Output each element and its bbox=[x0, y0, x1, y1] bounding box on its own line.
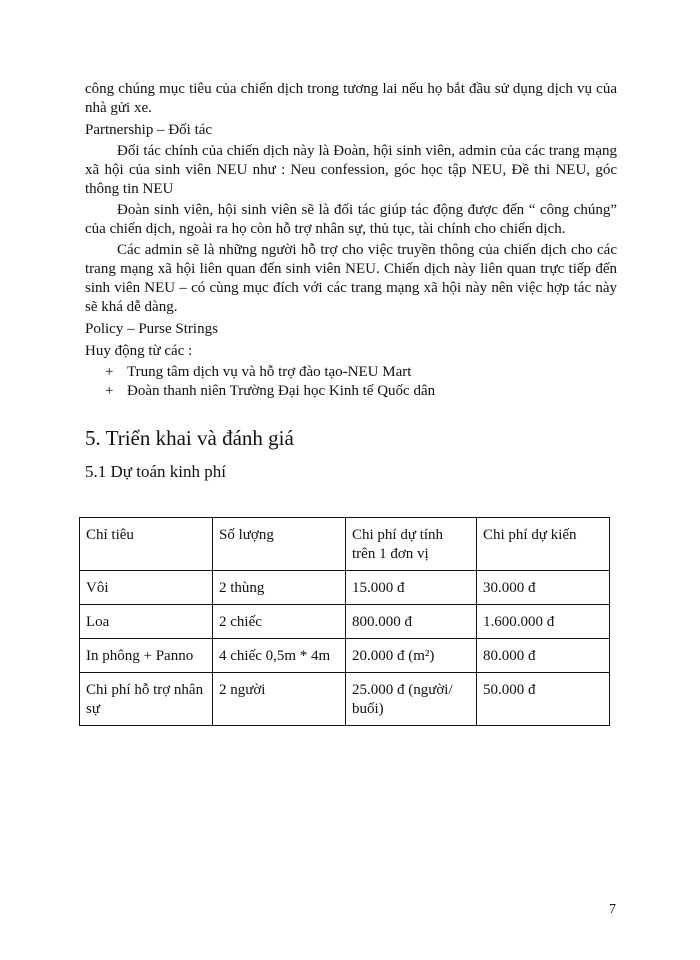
mobilize-label: Huy động từ các : bbox=[85, 343, 193, 359]
budget-table bbox=[79, 517, 610, 726]
header-cell: Chi phí dự tính trên 1 đơn vị bbox=[346, 518, 477, 571]
list-item bbox=[105, 363, 617, 382]
table-cell: 15.000 đ bbox=[346, 571, 477, 605]
table-cell: 30.000 đ bbox=[477, 571, 610, 605]
partnership-label: Partnership – Đối tác bbox=[85, 122, 213, 138]
partnership-paragraph-3: Các admin sẽ là những người hỗ trợ cho việc truyền thông của chiến dịch cho các trang mạng xã hội liên quan đến sinh viên NEU. Chiến dịch này liên quan trực tiếp đến sinh viên NEU – có cùng mục đích với các trang mạng xã hội này nên việc hợp tác này sẽ khá dễ dàng. bbox=[85, 242, 617, 315]
policy-label: Policy – Purse Strings bbox=[85, 321, 218, 337]
table-cell: 4 chiếc 0,5m * 4m bbox=[213, 639, 346, 673]
table-row bbox=[80, 673, 610, 726]
table-cell: 50.000 đ bbox=[477, 673, 610, 726]
table-cell: 1.600.000 đ bbox=[477, 605, 610, 639]
bullet-mark: + bbox=[105, 383, 114, 399]
list-item-text: Trung tâm dịch vụ và hỗ trợ đào tạo-NEU Mart bbox=[127, 364, 412, 380]
bullet-mark: + bbox=[105, 364, 114, 380]
partnership-paragraph-2: Đoàn sinh viên, hội sinh viên sẽ là đối tác giúp tác động được đến “ công chúng” của chiến dịch, ngoài ra họ còn hỗ trợ nhân sự, thủ tục, tài chính cho chiến dịch. bbox=[85, 202, 617, 237]
header-cell: Chỉ tiêu bbox=[80, 518, 213, 571]
table-cell: 20.000 đ (m²) bbox=[346, 639, 477, 673]
table-cell: 2 người bbox=[213, 673, 346, 726]
funding-sources-list bbox=[105, 363, 617, 401]
table-row bbox=[80, 639, 610, 673]
section-heading: 5. Triển khai và đánh giá bbox=[85, 426, 294, 450]
table-cell: 80.000 đ bbox=[477, 639, 610, 673]
table-cell: 2 thùng bbox=[213, 571, 346, 605]
table-header-row bbox=[80, 518, 610, 571]
table-cell: 25.000 đ (người/ buổi) bbox=[346, 673, 477, 726]
list-item bbox=[105, 382, 617, 401]
page-number: 7 bbox=[609, 902, 616, 917]
table-cell: Chi phí hỗ trợ nhân sự bbox=[80, 673, 213, 726]
table-cell: Vôi bbox=[80, 571, 213, 605]
paragraph-intro: công chúng mục tiêu của chiến dịch trong tương lai nếu họ bắt đầu sử dụng dịch vụ của nhà gửi xe. bbox=[85, 81, 617, 116]
partnership-paragraph-1: Đối tác chính của chiến dịch này là Đoàn, hội sinh viên, admin của các trang mạng xã hội của sinh viên NEU như : Neu confession, góc học tập NEU, Đề thi NEU, góc thông tin NEU bbox=[85, 143, 617, 197]
table-cell: 800.000 đ bbox=[346, 605, 477, 639]
table-cell: In phông + Panno bbox=[80, 639, 213, 673]
table-cell: Loa bbox=[80, 605, 213, 639]
list-item-text: Đoàn thanh niên Trường Đại học Kinh tế Quốc dân bbox=[127, 383, 436, 399]
header-cell: Chi phí dự kiến bbox=[477, 518, 610, 571]
document-body bbox=[85, 80, 617, 495]
header-cell: Số lượng bbox=[213, 518, 346, 571]
subsection-heading: 5.1 Dự toán kinh phí bbox=[85, 462, 226, 481]
table-row bbox=[80, 605, 610, 639]
table-cell: 2 chiếc bbox=[213, 605, 346, 639]
table-row bbox=[80, 571, 610, 605]
